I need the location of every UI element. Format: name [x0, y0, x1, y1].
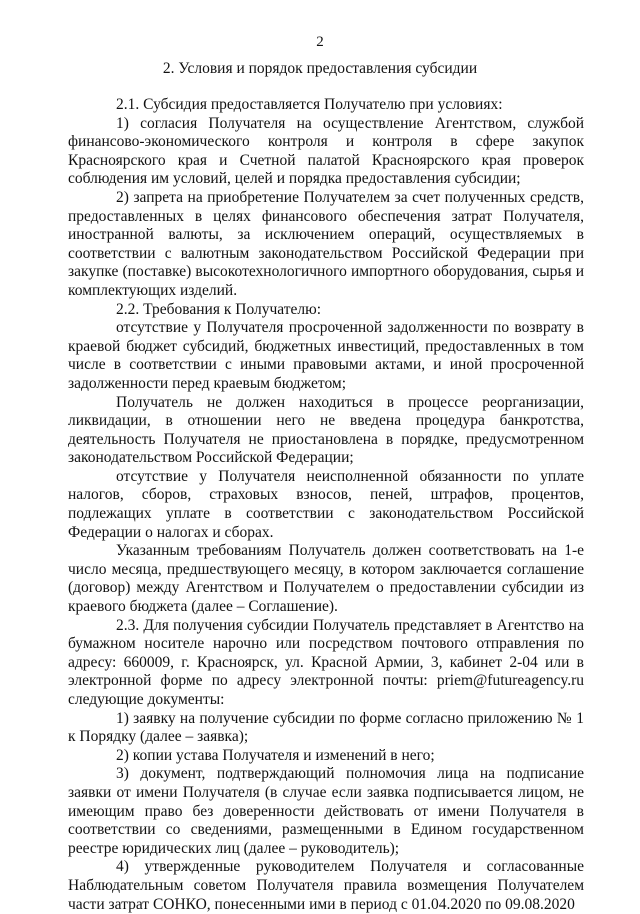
- page-number: 2: [316, 34, 324, 50]
- paragraph-2-1-item-2: 2) запрета на приобретение Получателем за счет полученных средств, предоставленных в целях финансового обеспечения затрат Получателя, иностранной валюты, за исключением операций, осуществляемых в соответствии с валютным законодательством Российской Федерации при закупке (поставке) высокотехнологичного импортного оборудования, сырья и комплектующих изделий.: [68, 188, 584, 299]
- paragraph-2-2-req-3: отсутствие у Получателя неисполненной обязанности по уплате налогов, сборов, страховых взносов, пеней, штрафов, процентов, подлежащих уплате в соответствии с законодательством Российской Федерации о налогах и сборах.: [68, 467, 584, 541]
- paragraph-2-1: 2.1. Субсидия предоставляется Получателю при условиях:: [116, 96, 503, 113]
- paragraph-2-1-item-1: 1) согласия Получателя на осуществление Агентством, службой финансово-экономического контроля и контроля в сфере закупок Красноярского края и Счетной палатой Красноярского края проверок соблюдения им условий, целей и порядка предоставления субсидии;: [68, 114, 584, 188]
- paragraph-2-2-req-1: отсутствие у Получателя просроченной задолженности по возврату в краевой бюджет субсидий, бюджетных инвестиций, предоставленных в том числе в соответствии с иными правовыми актами, и иной просроченной задолженности перед краевым бюджетом;: [68, 319, 584, 392]
- paragraph-2-2-compliance: Указанным требованиям Получатель должен соответствовать на 1-е число месяца, предшествующего месяцу, в котором заключается соглашение (договор) между Агентством и Получателем о предоставлении субсидии из краевого бюджета (далее – Соглашение).: [68, 542, 584, 616]
- paragraph-2-3-doc-4: 4) утвержденные руководителем Получателя и согласованные Наблюдательным советом Получателя правила возмещения Получателем части затрат СОНКО, понесенными ими в период с 01.04.2020 по 09.08.2020: [68, 858, 584, 913]
- paragraph-2-2-req-2: Получатель не должен находиться в процессе реорганизации, ликвидации, в отношении него не введена процедура банкротства, деятельность Получателя не приостановлена в порядке, предусмотренном законодательством Российской Федерации;: [68, 393, 584, 467]
- section-title: 2. Условия и порядок предоставления субсидии: [162, 60, 478, 77]
- paragraph-2-3: 2.3. Для получения субсидии Получатель представляет в Агентство на бумажном носителе нарочно или посредством почтового отправления по адресу: 660009, г. Красноярск, ул. Красной Армии, 3, кабинет 2-04 или в электронной форме по адресу электронной почты: priem@futureagency.ru следующие документы:: [68, 616, 584, 708]
- paragraph-2-3-doc-2: 2) копии устава Получателя и изменений в него;: [116, 746, 435, 764]
- paragraph-2-3-doc-1: 1) заявку на получение субсидии по форме согласно приложению № 1 к Порядку (далее – заявка);: [68, 709, 584, 746]
- paragraph-2-2: 2.2. Требования к Получателю:: [116, 300, 322, 318]
- section-body: [68, 96, 584, 914]
- paragraph-2-3-doc-3: 3) документ, подтверждающий полномочия лица на подписание заявки от имени Получателя (в случае если заявка подписывается лицом, не имеющим право без доверенности действовать от имени Получателя в соответствии со сведениями, размещенными в Едином государственном реестре юридических лиц (далее – руководитель);: [68, 765, 584, 857]
